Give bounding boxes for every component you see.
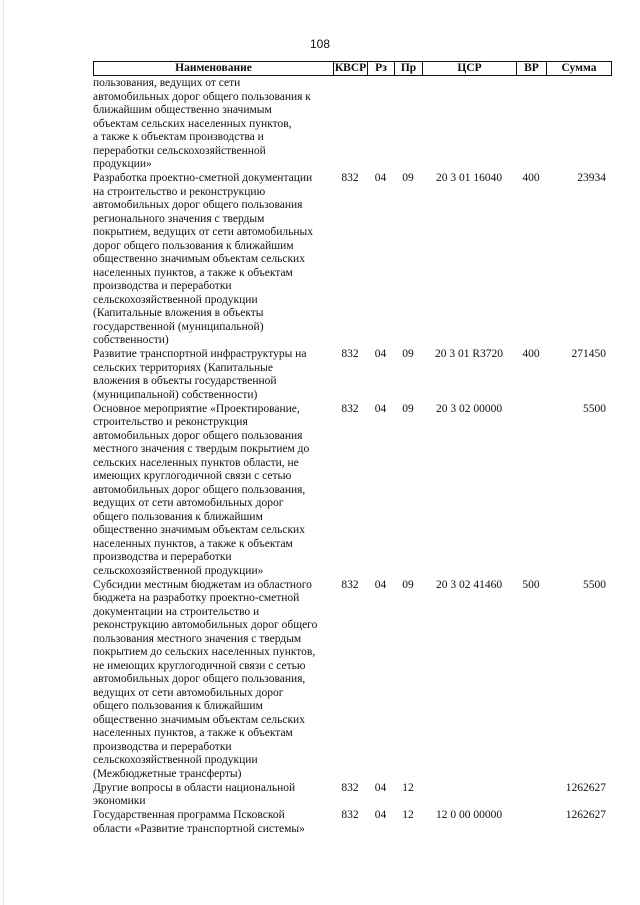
row-kvsr: 832: [341, 781, 359, 794]
header-name: Наименование: [94, 62, 334, 75]
row-kvsr: 832: [341, 172, 359, 184]
row-rz: 04: [374, 781, 387, 794]
header-kvsr: КВСР: [334, 62, 367, 74]
row-csr: 20 3 02 41460: [435, 578, 503, 591]
table-row: [0, 782, 640, 809]
row-sum: 1262627: [565, 809, 606, 821]
row-rz: 04: [374, 402, 387, 415]
row-vr: 400: [522, 348, 540, 360]
row-sum: 1262627: [565, 781, 606, 794]
row-csr: 20 3 01 16040: [435, 172, 503, 184]
row-pr: 09: [402, 578, 414, 591]
row-rz: 04: [374, 809, 387, 821]
table-row: [0, 809, 640, 836]
row-vr: 400: [522, 172, 540, 184]
row-kvsr: 832: [341, 348, 359, 360]
table-row: [0, 579, 640, 782]
table-row: [0, 77, 640, 172]
row-pr: 09: [402, 402, 414, 415]
row-name: Разработка проектно-сметной документации на строительство и реконструкцию автомобильных дорог общего пользования регионального значения с твердым покрытием, ведущих от сети автомобильных дорог общего пользования к ближайшим общественно значимым объектам сельских населенных пунктов, а также к объектам производства и переработки сельскохозяйственной продукции (Капитальные вложения в объекты государственной (муниципальной) собственности): [93, 172, 314, 346]
page-number: 108: [309, 37, 331, 51]
row-name: пользования, ведущих от сети автомобильных дорог общего пользования к ближайшим общественно значимым объектам сельских населенных пунктов, а также к объектам производства и переработки сельскохозяйственной продукции»: [93, 77, 311, 170]
table-row: [0, 403, 640, 579]
row-sum: 271450: [571, 348, 606, 360]
row-csr: 20 3 02 00000: [435, 402, 503, 415]
row-csr: 12 0 00 00000: [435, 809, 503, 821]
header-csr: ЦСР: [423, 62, 517, 75]
header-vr: ВР: [517, 62, 547, 75]
table-row: [0, 348, 640, 402]
row-csr: 20 3 01 R3720: [434, 348, 504, 360]
table-row: [0, 172, 640, 348]
header-pr: Пр: [395, 62, 423, 75]
row-rz: 04: [374, 172, 387, 184]
row-sum: 5500: [583, 402, 606, 415]
row-pr: 12: [402, 781, 414, 794]
row-kvsr: 832: [341, 809, 359, 821]
row-vr: 500: [522, 578, 540, 591]
row-name: Субсидии местным бюджетам из областного бюджета на разработку проектно-сметной документации на строительство и реконструкцию автомобильных дорог общего пользования местного значения с твердым покрытием до сельских населенных пунктов, не имеющих круглогодичной связи с сетью автомобильных дорог общего пользования, ведущих от сети автомобильных дорог общего пользования к ближайшим общественно значимым объектам сельских населенных пунктов, а также к объектам производства и переработки сельскохозяйственной продукции (Межбюджетные трансферты): [93, 578, 318, 780]
header-rz: Рз: [368, 62, 395, 75]
row-pr: 09: [402, 172, 414, 184]
row-sum: 23934: [577, 172, 606, 184]
row-name: Государственная программа Псковской области «Развитие транспортной системы»: [93, 809, 305, 835]
table-header: [93, 61, 612, 76]
header-sum: Сумма: [561, 62, 597, 74]
row-name: Основное мероприятие «Проектирование, строительство и реконструкция автомобильных дорог общего пользования местного значения с твердым покрытием до сельских населенных пунктов области, не имеющих круглогодичной связи с сетью автомобильных дорог общего пользования, ведущих от сети автомобильных дорог общего пользования к ближайшим общественно значимым объектам сельских населенных пунктов, а также к объектам производства и переработки сельскохозяйственной продукции»: [93, 402, 310, 577]
row-name: Развитие транспортной инфраструктуры на сельских территориях (Капитальные вложения в объекты государственной (муниципальной) собственности): [93, 348, 307, 401]
row-sum: 5500: [583, 578, 606, 591]
row-pr: 09: [402, 348, 414, 360]
row-rz: 04: [374, 348, 387, 360]
row-name: Другие вопросы в области национальной экономики: [93, 781, 296, 807]
row-pr: 12: [402, 809, 414, 821]
row-kvsr: 832: [341, 578, 359, 591]
row-kvsr: 832: [341, 402, 359, 415]
row-rz: 04: [374, 578, 387, 591]
